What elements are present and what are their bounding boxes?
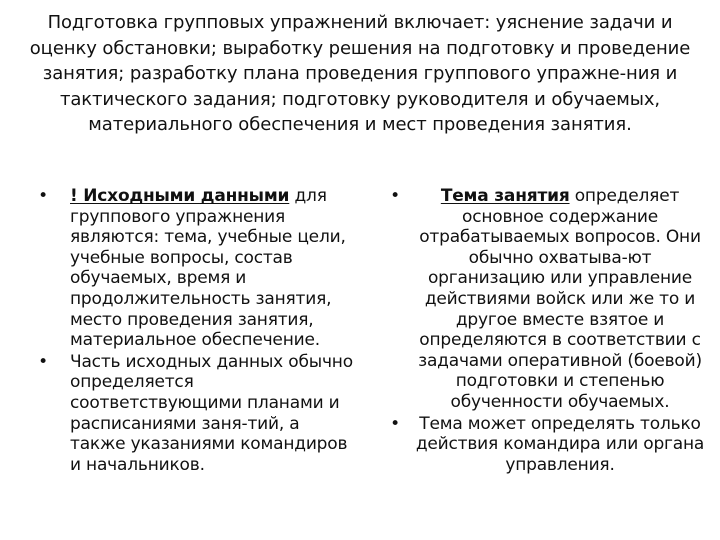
bullet-text: Тема может определять только действия командира или органа управления. — [415, 413, 705, 475]
bullet-lead-term: ! Исходными данными — [70, 186, 290, 206]
list-item — [388, 186, 710, 413]
bullet-text: Часть исходных данных обычно определяется соответствующими планами и расписаниями заня-тий, а также указаниями командиров и начальников. — [70, 351, 353, 475]
bullet-text: определяет основное содержание отрабатываемых вопросов. Они обычно охватыва-ют организацию или управление действиями войск или же то и другое вместе взятое и определяются в соответствии с задачами оперативной (боевой) подготовки и степенью обученности обучаемых. — [418, 186, 702, 412]
list-item — [36, 352, 354, 476]
bullet-icon: • — [38, 186, 48, 206]
bullet-text: для группового упражнения являются: тема, учебные цели, учебные вопросы, состав обучаемых, время и продолжительность занятия, место проведения занятия, материальное обеспечение. — [70, 186, 346, 351]
right-bullet-list — [388, 186, 710, 476]
bullet-icon: • — [390, 413, 400, 434]
list-item — [36, 186, 354, 351]
intro-paragraph: Подготовка групповых упражнений включает: уяснение задачи и оценку обстановки; выработку решения на подготовку и проведение занятия; разработку плана проведения группового упражне-ния и тактического задания; подготовку руководителя и обучаемых, материального обеспечения и мест проведения занятия. — [29, 12, 691, 135]
bullet-icon: • — [390, 186, 400, 206]
list-item — [388, 414, 710, 476]
left-bullet-list — [36, 186, 354, 476]
bullet-lead-term: Тема занятия — [440, 186, 570, 206]
bullet-icon: • — [38, 351, 48, 372]
